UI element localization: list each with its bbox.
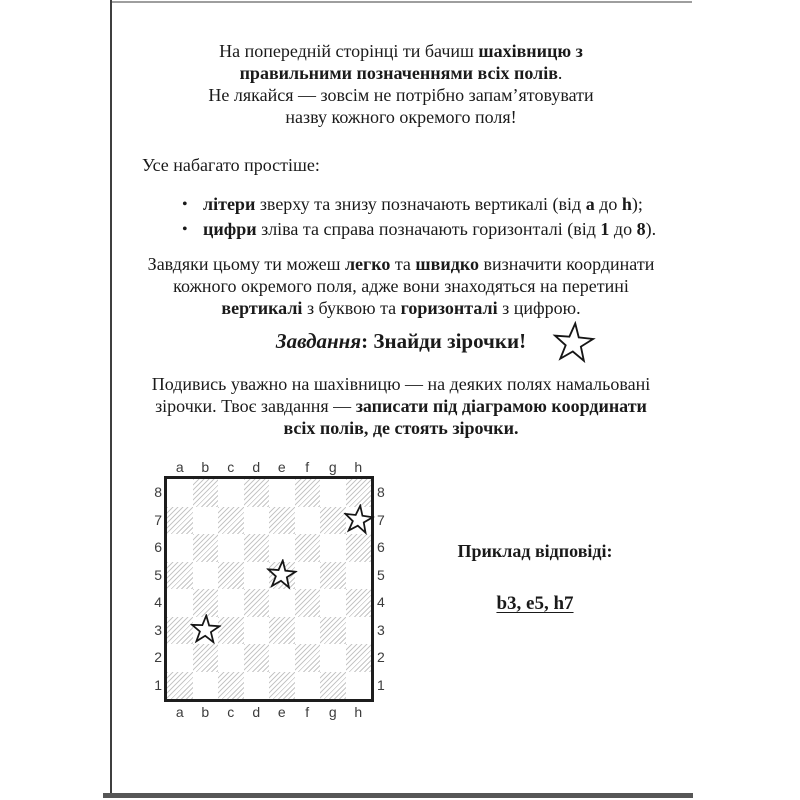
file-label: b — [201, 704, 210, 720]
board-square — [244, 534, 270, 562]
board-square — [320, 479, 346, 507]
board-square — [167, 644, 193, 672]
rank-label: 7 — [377, 511, 385, 528]
file-label: c — [227, 704, 235, 720]
bullet-item-numbers — [182, 217, 656, 242]
rank-label: 2 — [154, 649, 162, 665]
board-square — [295, 644, 321, 672]
intro-line — [110, 62, 692, 84]
board-square — [193, 644, 219, 672]
star-icon — [189, 613, 222, 647]
file-label: b — [201, 459, 210, 475]
intro-text: . — [557, 63, 563, 83]
board-square — [346, 589, 372, 617]
coords-line: Завдяки цьому ти можеш легко та швидко визначити координати — [147, 254, 655, 274]
task-heading — [110, 329, 692, 354]
rank-labels-left — [150, 479, 162, 699]
file-label: a — [175, 459, 184, 475]
coordinates-paragraph — [110, 253, 692, 319]
board-square — [218, 534, 244, 562]
board-square — [218, 507, 244, 535]
board-square — [269, 589, 295, 617]
page-bottom-border — [103, 793, 693, 798]
rank-label: 2 — [377, 649, 385, 665]
rank-label: 5 — [377, 566, 385, 583]
file-labels-bottom — [167, 704, 371, 720]
board-square — [320, 562, 346, 590]
page-top-border — [112, 1, 692, 3]
task-heading-rest: : Знайди зірочки! — [361, 329, 527, 353]
bullet-text: літери зверху та знизу позначають вертикалі (від a до h); — [203, 194, 643, 214]
file-label: e — [277, 459, 286, 475]
board-square — [167, 562, 193, 590]
intro-text-bold: шахівницю з — [478, 41, 583, 61]
file-label: h — [354, 459, 363, 475]
coords-line: кожного окремого поля, адже вони знаходяться на перетині — [173, 276, 629, 296]
file-label: d — [252, 704, 261, 720]
board-square — [269, 617, 295, 645]
rank-label: 1 — [377, 676, 385, 693]
task-line: зірочки. Твоє завдання — записати під діаграмою координати — [155, 396, 647, 416]
file-label: h — [354, 704, 363, 720]
board-square — [295, 534, 321, 562]
star-icon — [550, 319, 597, 368]
rank-label: 1 — [154, 676, 162, 693]
rank-label: 4 — [377, 594, 385, 610]
task-line: всіх полів, де стоять зірочки. — [283, 418, 519, 438]
board-square — [346, 644, 372, 672]
rank-labels-right — [377, 479, 391, 699]
board-square — [167, 589, 193, 617]
rank-label: 3 — [377, 621, 385, 638]
board-square — [193, 534, 219, 562]
file-label: e — [277, 704, 286, 720]
bullet-dot: • — [182, 196, 188, 213]
rank-label: 3 — [154, 621, 162, 638]
bullet-list — [182, 192, 656, 242]
board-square — [295, 617, 321, 645]
star-icon — [341, 502, 376, 538]
rank-label: 6 — [154, 539, 162, 555]
board-square — [167, 479, 193, 507]
board-square — [167, 534, 193, 562]
file-label: g — [328, 704, 337, 720]
rank-label: 8 — [154, 484, 162, 500]
board-square — [269, 479, 295, 507]
rank-label: 5 — [154, 566, 162, 583]
board-square — [193, 479, 219, 507]
rank-label: 8 — [377, 484, 385, 500]
board-square — [244, 672, 270, 700]
board-square — [269, 672, 295, 700]
board-square — [193, 589, 219, 617]
board-square — [320, 589, 346, 617]
board-square — [320, 534, 346, 562]
star-icon — [265, 558, 299, 593]
intro-text-bold: правильними позначеннями всіх полів — [239, 63, 558, 83]
board-square — [167, 507, 193, 535]
board-square — [346, 672, 372, 700]
board-square — [193, 672, 219, 700]
board-square — [244, 644, 270, 672]
board-square — [320, 617, 346, 645]
board-square — [244, 617, 270, 645]
file-label: a — [175, 704, 184, 720]
board-square — [218, 644, 244, 672]
coords-line: вертикалі з буквою та горизонталі з цифрою. — [221, 298, 581, 318]
board-square — [320, 672, 346, 700]
bullet-text: цифри зліва та справа позначають горизонталі (від 1 до 8). — [203, 219, 657, 239]
task-line: Подивись уважно на шахівницю — на деяких полях намальовані — [151, 374, 651, 394]
file-label: c — [227, 459, 235, 475]
board-square — [295, 507, 321, 535]
board-square — [269, 507, 295, 535]
file-label: g — [328, 459, 337, 475]
intro-line: назву кожного окремого поля! — [285, 107, 517, 127]
rank-label: 7 — [154, 511, 162, 528]
file-label: d — [252, 459, 261, 475]
file-label: f — [305, 704, 310, 720]
file-labels-top — [167, 459, 371, 475]
task-paragraph — [110, 373, 692, 439]
simpler-heading: Усе набагато простіше: — [142, 155, 320, 175]
board-square — [218, 672, 244, 700]
intro-paragraph — [110, 40, 692, 128]
board-square — [244, 507, 270, 535]
rank-label: 6 — [377, 539, 385, 555]
board-square — [269, 644, 295, 672]
board-square — [218, 562, 244, 590]
intro-line — [110, 40, 692, 62]
board-square — [193, 507, 219, 535]
board-grid — [164, 476, 374, 702]
board-square — [218, 617, 244, 645]
bullet-dot: • — [182, 221, 188, 238]
intro-line: Не лякайся — зовсім не потрібно запам’ятовувати — [208, 85, 594, 105]
board-square — [346, 562, 372, 590]
board-square — [320, 644, 346, 672]
task-heading-word: Завдання — [275, 329, 362, 353]
board-square — [295, 672, 321, 700]
rank-label: 4 — [154, 594, 162, 610]
board-square — [295, 589, 321, 617]
answer-example-title: Приклад відповіді: — [457, 541, 613, 561]
board-square — [167, 672, 193, 700]
board-square — [244, 479, 270, 507]
board-square — [193, 562, 219, 590]
board-square — [295, 562, 321, 590]
chessboard-diagram — [150, 458, 393, 722]
file-label: f — [305, 459, 310, 475]
answer-example-value: b3, e5, h7 — [496, 593, 574, 614]
board-square — [218, 479, 244, 507]
intro-text: На попередній сторінці ти бачиш — [219, 41, 479, 61]
bullet-item-letters — [182, 192, 656, 217]
board-square — [295, 479, 321, 507]
board-square — [346, 534, 372, 562]
board-square — [244, 589, 270, 617]
board-square — [346, 617, 372, 645]
board-square — [218, 589, 244, 617]
